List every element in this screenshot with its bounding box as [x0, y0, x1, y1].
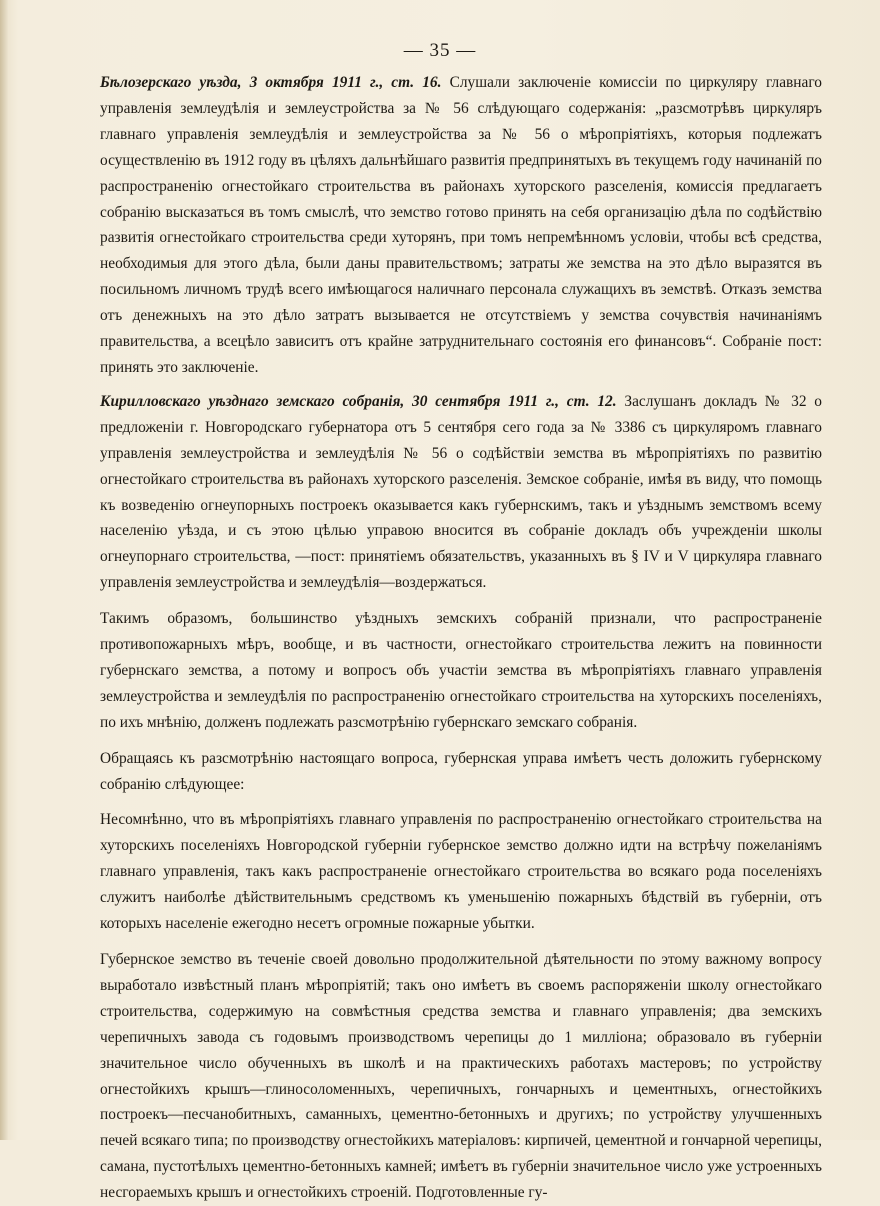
- paragraph-text: Несомнѣнно, что въ мѣропріятіяхъ главнаго управленія по распространенію огнестойкаго строительства на хуторскихъ поселеніяхъ Новгородской губерніи губернское земство должно идти на встрѣчу пожеланіямъ главнаго управленія, такъ какъ распространеніе огнестойкаго строительства во всякаго рода поселеніяхъ служитъ наиболѣе дѣйствительнымъ средствомъ къ уменьшенію пожарныхъ бѣдствій въ губерніи, отъ которыхъ населеніе ежегодно несетъ огромные пожарные убытки.: [100, 811, 822, 933]
- paragraph-text: Обращаясь къ разсмотрѣнію настоящаго вопроса, губернская управа имѣетъ честь доложить губернскому собранію слѣдующее:: [100, 749, 822, 793]
- page-edge: [0, 0, 8, 1140]
- paragraph-heading: Кирилловскаго уѣзднаго земскаго собранія, 30 сентября 1911 г., ст. 12.: [100, 392, 617, 410]
- paragraph-kirillov: [100, 389, 822, 596]
- paragraph-heading: Бѣлозерскаго уѣзда, 3 октября 1911 г., ст. 16.: [100, 74, 442, 91]
- paragraph-undoubtedly: [100, 807, 822, 937]
- paragraph-text: Такимъ образомъ, большинство уѣздныхъ земскихъ собраній признали, что распространеніе противопожарныхъ мѣръ, вообще, и въ частности, огнестойкаго строительства лежитъ на повинности губернскаго земства, а потому и вопросъ объ участіи земства въ мѣропріятіяхъ главнаго управленія землеустройства и землеудѣлія по распространенію огнестойкаго строительства на хуторскихъ поселеніяхъ, по ихъ мнѣнію, долженъ подлежать разсмотрѣнію губернскаго земскаго собранія.: [100, 610, 822, 731]
- paragraph-text: Заслушанъ докладъ № 32 о предложеніи г. Новгородскаго губернатора отъ 5 сентября сего года за № 3386 съ циркуляромъ главнаго управленія землеустройства и землеудѣлія № 56 о содѣйствіи земства въ мѣропріятіяхъ по развитію огнестойкаго строительства въ районахъ хуторского разселенія. Земское собраніе, имѣя въ виду, что помощь къ возведенію огнеупорныхъ построекъ оказывается какъ губернскимъ, такъ и уѣзднымъ земствомъ всему населенію уѣзда, и съ этою цѣлью управою вносится въ собраніе докладъ объ учрежденіи школы огнеупорнаго строительства, —пост: принятіемъ обязательствъ, указанныхъ въ § IV и V циркуляра главнаго управленія землеустройства и землеудѣлія—воздержаться.: [100, 392, 822, 592]
- paragraph-text: Губернское земство въ теченіе своей довольно продолжительной дѣятельности по этому важному вопросу выработало извѣстный планъ мѣропріятій; такъ оно имѣетъ въ своемъ распоряженіи школу огнестойкаго строительства, содержимую на совмѣстныя средства земства и главнаго управленія; два земскихъ черепичныхъ завода съ годовымъ производствомъ черепицы до 1 милліона; образовало въ губерніи значительное число обученныхъ въ школѣ и на практическихъ работахъ мастеровъ; по устройству огнестойкихъ крышъ—глиносоломенныхъ, черепичныхъ, гончарныхъ и цементныхъ, огнестойкихъ построекъ—песчанобитныхъ, саманныхъ, цементно-бетонныхъ и другихъ; по устройству улучшенныхъ печей всякаго типа; по производству огнестойкихъ матеріаловъ: кирпичей, цементной и гончарной черепицы, самана, пустотѣлыхъ цементно-бетонныхъ камней; имѣетъ въ губерніи значительное число уже устроенныхъ несгораемыхъ крышъ и огнестойкихъ строеній. Подготовленные гу-: [100, 951, 822, 1202]
- document-body: [100, 70, 822, 1206]
- paragraph-text: Слушали заключеніе комиссіи по циркуляру главнаго управленія землеудѣлія и землеустройства за № 56 слѣдующаго содержанія: „разсмотрѣвъ циркуляръ главнаго управленія землеудѣлія и землеустройства за № 56 о мѣропріятіяхъ, которыя подлежатъ осуществленію въ 1912 году въ цѣляхъ дальнѣйшаго развитія предпринятыхъ въ текущемъ году начинаній по распространенію огнестойкаго строительства въ районахъ хуторского разселенія, комиссія предлагаетъ собранію высказаться въ томъ смыслѣ, что земство готово принять на себя организацію дѣла по содѣйствію развитія огнестойкаго строительства среди хуторянъ, при томъ непремѣнномъ условіи, чтобы всѣ средства, необходимыя для этого дѣла, были даны правительствомъ; затраты же земства на это дѣло выразятся въ посильномъ личномъ трудѣ всего имѣющагося наличнаго персонала служащихъ въ земствѣ. Отказъ земства отъ денежныхъ на это дѣло затратъ вызывается не отсутствіемъ у земства сочувствія начинаніямъ правительства, а всецѣло зависитъ отъ крайне затруднительнаго состоянія его финансовъ“. Собраніе пост: принять это заключеніе.: [100, 74, 822, 376]
- paragraph-summary: [100, 606, 822, 736]
- paragraph-address: [100, 746, 822, 798]
- paragraph-gubernia-zemstvo: [100, 947, 822, 1206]
- page-number: — 35 —: [403, 40, 477, 61]
- paragraph-belozersk: [100, 70, 822, 381]
